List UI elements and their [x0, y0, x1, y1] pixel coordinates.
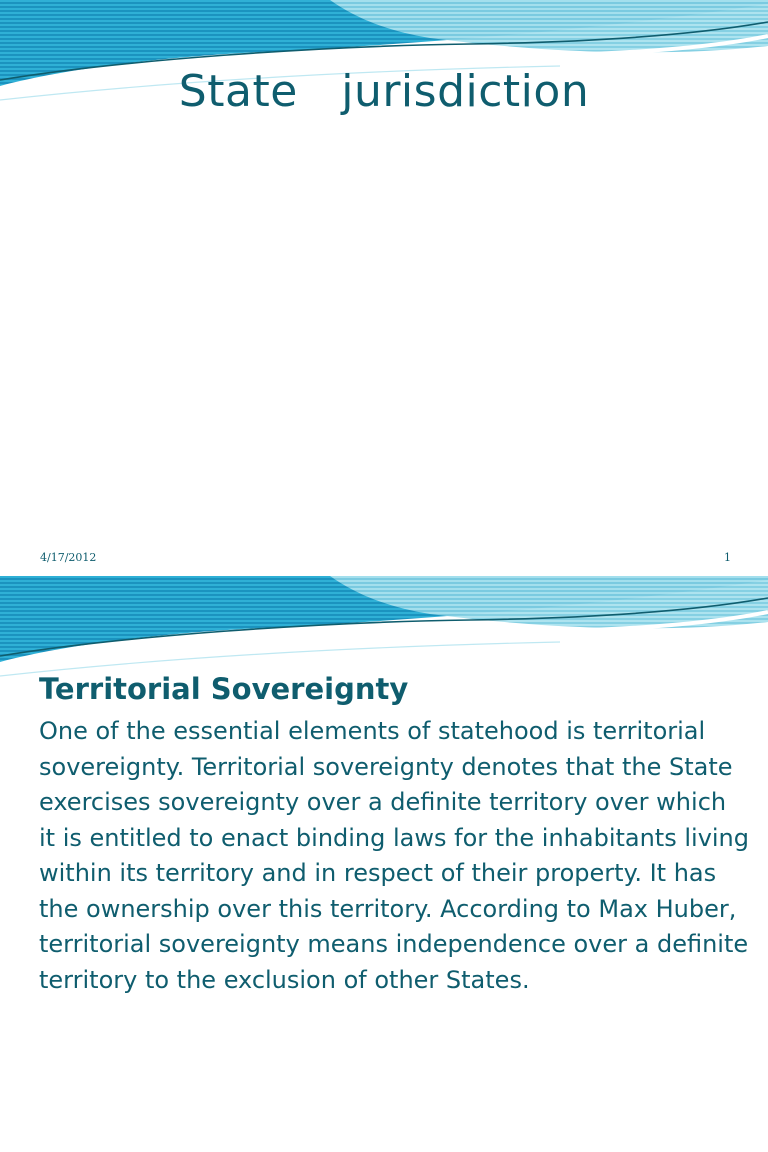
slide-2	[0, 576, 768, 1152]
header-wave-decoration	[0, 576, 768, 686]
slide-body-text: One of the essential elements of statehood is territorial sovereignty. Territorial sovereignty denotes that the State exercises sovereignty over a definite territory over which it is entitled to enact binding laws for the inhabitants living within its territory and in respect of their property. It has the ownership over this territory. According to Max Huber, territorial sovereignty means independence over a definite territory to the exclusion of other States.	[39, 717, 750, 994]
slide-title: State jurisdiction	[178, 66, 590, 117]
slide-heading: Territorial Sovereignty	[39, 672, 409, 706]
slide-page-number: 1	[724, 551, 731, 564]
slide-date: 4/17/2012	[40, 551, 97, 564]
